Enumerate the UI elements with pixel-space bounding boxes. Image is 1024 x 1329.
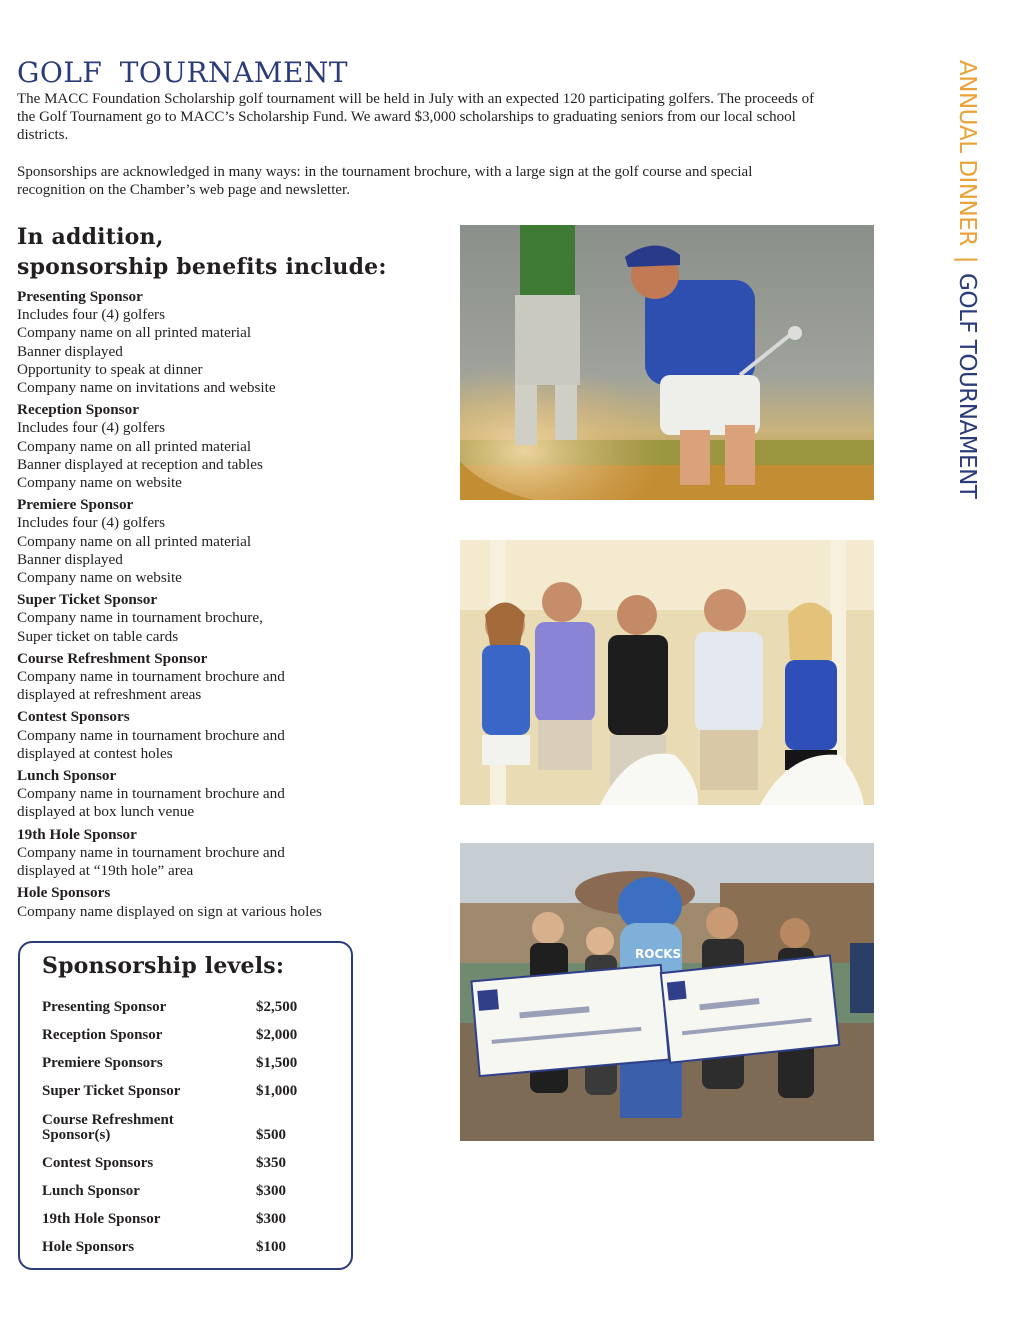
benefit-group <box>17 288 447 397</box>
benefit-line: Company name in tournament brochure and <box>17 668 285 686</box>
level-name: Lunch Sponsor <box>42 1183 140 1199</box>
benefit-line: Includes four (4) golfers <box>17 514 166 532</box>
level-price: $500 <box>256 1127 286 1143</box>
benefit-line: Company name in tournament brochure and <box>17 843 285 861</box>
benefits-heading-line-1: In addition, <box>17 224 164 250</box>
intro-paragraph: The MACC Foundation Scholarship golf tournament will be held in July with an expected 120 participating golfers. The proceeds of the Golf Tournament go to MACC’s Scholarship Fund. We award $3,000 scholarships to graduating seniors from our local school districts. <box>17 91 815 143</box>
benefit-name: Premiere Sponsor <box>17 496 134 514</box>
level-price: $300 <box>256 1211 286 1227</box>
level-price: $2,000 <box>256 1027 298 1043</box>
benefit-name: Hole Sponsors <box>17 884 111 902</box>
benefit-name: Lunch Sponsor <box>17 767 117 785</box>
benefit-line: displayed at “19th hole” area <box>17 862 194 880</box>
page-title: GOLF TOURNAMENT <box>17 56 349 89</box>
levels-title: Sponsorship levels: <box>42 953 285 979</box>
benefit-line: Company name on all printed material <box>17 532 252 550</box>
level-name: Reception Sponsor <box>42 1027 163 1043</box>
benefit-line: Banner displayed <box>17 342 123 360</box>
benefit-line: displayed at box lunch venue <box>17 803 195 821</box>
benefit-line: Opportunity to speak at dinner <box>17 360 203 378</box>
benefit-line: Company name in tournament brochure and <box>17 785 285 803</box>
benefits-heading <box>17 222 387 282</box>
group-trophies-photo <box>460 540 874 805</box>
benefits-list <box>17 288 447 925</box>
rocks-banner-text: ROCKS <box>635 947 682 961</box>
benefit-line: Includes four (4) golfers <box>17 419 166 437</box>
level-name: Super Ticket Sponsor <box>42 1083 181 1099</box>
benefit-group <box>17 591 447 646</box>
benefit-name: Contest Sponsors <box>17 708 130 726</box>
benefit-line: Company name on website <box>17 569 182 587</box>
sponsorship-paragraph: Sponsorships are acknowledged in many ways: in the tournament brochure, with a large sign at the golf course and special recognition on the Chamber’s web page and newsletter. <box>17 164 753 198</box>
level-price: $300 <box>256 1183 286 1199</box>
benefit-line: Company name on all printed material <box>17 324 252 342</box>
benefit-name: Presenting Sponsor <box>17 288 143 305</box>
benefit-line: Includes four (4) golfers <box>17 306 166 324</box>
benefit-group <box>17 496 447 587</box>
mascot-checks-photo <box>460 843 874 1141</box>
benefit-line: Company name on website <box>17 474 182 492</box>
level-name: Presenting Sponsor <box>42 999 167 1015</box>
benefit-line: displayed at contest holes <box>17 744 173 762</box>
benefit-group <box>17 767 447 822</box>
benefit-group <box>17 650 447 705</box>
level-name: 19th Hole Sponsor <box>42 1211 161 1227</box>
benefit-group <box>17 826 447 881</box>
side-label-separator: | <box>954 255 980 264</box>
level-price: $100 <box>256 1239 286 1255</box>
level-price: $2,500 <box>256 999 298 1015</box>
benefit-line: Company name displayed on sign at various holes <box>17 902 322 920</box>
side-label-golf-tournament: GOLF TOURNAMENT <box>954 273 980 499</box>
benefit-name: Super Ticket Sponsor <box>17 591 158 609</box>
benefit-group <box>17 884 447 920</box>
benefit-line: Company name on all printed material <box>17 437 252 455</box>
benefit-group <box>17 401 447 492</box>
level-price: $1,500 <box>256 1055 298 1071</box>
benefit-name: 19th Hole Sponsor <box>17 825 137 843</box>
benefit-group <box>17 708 447 763</box>
level-name: Course Refreshment Sponsor(s) <box>42 1112 174 1143</box>
benefit-line: Company name in tournament brochure, <box>17 609 263 627</box>
side-section-label <box>952 60 982 560</box>
level-name: Premiere Sponsors <box>42 1055 163 1071</box>
benefit-name: Reception Sponsor <box>17 401 139 419</box>
level-price: $350 <box>256 1155 286 1171</box>
golfer-bunker-photo <box>460 225 874 500</box>
level-price: $1,000 <box>256 1083 298 1099</box>
benefits-heading-line-2: sponsorship benefits include: <box>17 254 387 280</box>
benefit-line: Company name on invitations and website <box>17 379 276 397</box>
sponsorship-levels-box <box>18 941 353 1270</box>
level-name: Contest Sponsors <box>42 1155 154 1171</box>
benefit-line: Company name in tournament brochure and <box>17 726 285 744</box>
level-name: Hole Sponsors <box>42 1239 135 1255</box>
benefit-name: Course Refreshment Sponsor <box>17 649 208 667</box>
benefit-line: Banner displayed <box>17 550 123 568</box>
benefit-line: Banner displayed at reception and tables <box>17 455 263 473</box>
benefit-line: displayed at refreshment areas <box>17 686 202 704</box>
benefit-line: Super ticket on table cards <box>17 627 179 645</box>
side-label-annual-dinner: ANNUAL DINNER <box>954 60 980 246</box>
